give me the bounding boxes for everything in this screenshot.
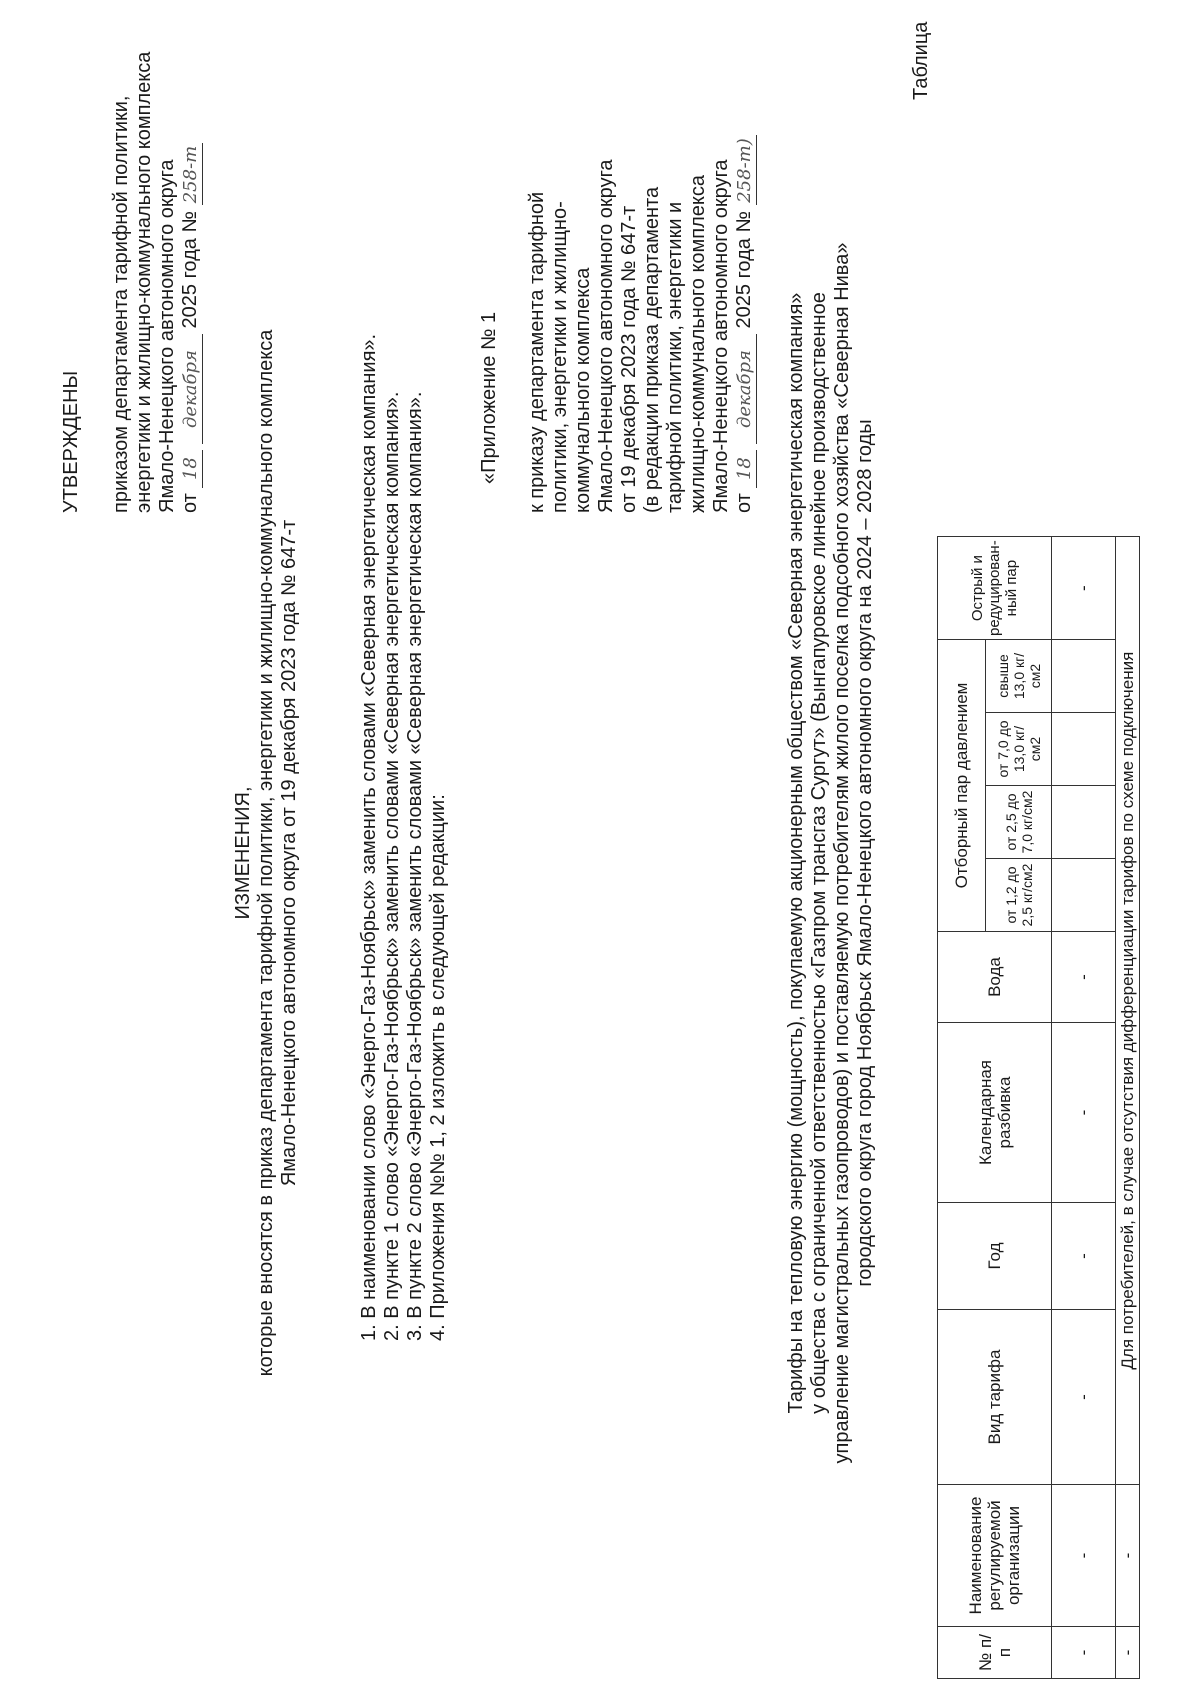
change-item: 4. Приложения №№ 1, 2 изложить в следующей редакции: <box>427 794 449 1341</box>
table-cell: - <box>1052 537 1116 640</box>
header-steam-3: от 7,0 до 13,0 кг/см2 <box>986 713 1052 786</box>
table-header-row <box>938 537 986 1679</box>
appendix-line: от 19 декабря 2023 года № 647-т <box>618 205 640 513</box>
table-note-cell: Для потребителей, в случае отсутствия дифференциации тарифов по схеме подключения <box>1116 537 1140 1485</box>
appendix-line: тарифной политики, энергетики и <box>664 201 686 513</box>
table-cell: - <box>1052 1203 1116 1310</box>
appendix-date-line <box>733 136 757 514</box>
header-steam-2: от 2,5 до 7,0 кг/см2 <box>986 786 1052 859</box>
changes-subtitle: Ямало-Ненецкого автономного округа от 19 декабря 2023 года № 647-т <box>278 519 300 1187</box>
table-label: Таблица <box>910 21 932 100</box>
table-cell: - <box>1052 932 1116 1023</box>
approval-date-line <box>179 144 203 514</box>
header-steam-4: свыше 13,0 кг/см2 <box>986 640 1052 713</box>
appendix-line: коммунального комплекса <box>572 267 594 513</box>
header-num: № п/п <box>938 1627 1052 1679</box>
tariff-header-line: управление магистральных газопроводов) и поставляемую потребителям жилого поселка подсобного хозяйства «Северная Нива» <box>831 242 853 1464</box>
table-cell <box>1052 859 1116 932</box>
appendix-title: «Приложение № 1 <box>478 311 500 484</box>
header-steam-1: от 1,2 до 2,5 кг/см2 <box>986 859 1052 932</box>
date-day: 18 <box>179 450 203 488</box>
table-cell: - <box>1052 1485 1116 1627</box>
appendix-line: политики, энергетики и жилищно- <box>549 201 571 513</box>
tariff-header-line: городского округа город Ноябрьск Ямало-Ненецкого автономного округа на 2024 – 2028 годы <box>854 419 876 1287</box>
date-month: декабря <box>179 334 203 444</box>
table-row <box>1116 537 1140 1679</box>
appendix-line: (в редакции приказа департамента <box>641 186 663 513</box>
header-tariff-type: Вид тарифа <box>938 1310 1052 1485</box>
header-sharp-steam: Острый и редуцирован- ный пар <box>938 537 1052 640</box>
table-cell <box>1052 786 1116 859</box>
approval-line: Ямало-Ненецкого автономного округа <box>156 159 178 513</box>
header-org: Наименование регулируемой организации <box>938 1485 1052 1627</box>
appendix-line: к приказу департамента тарифной <box>526 191 548 513</box>
date-prefix: от <box>179 493 201 513</box>
order-number: 258-т <box>179 144 203 206</box>
header-water: Вода <box>938 932 1052 1023</box>
table-cell: - <box>1116 1627 1140 1679</box>
table-cell: - <box>1052 1627 1116 1679</box>
date-year-text: 2025 года № <box>179 211 201 329</box>
approval-title: УТВЕРЖДЕНЫ <box>60 370 82 513</box>
appendix-line: Ямало-Ненецкого автономного округа <box>595 159 617 513</box>
date-month: декабря <box>733 334 757 444</box>
tariff-table <box>937 536 1140 1679</box>
table-cell <box>1052 640 1116 713</box>
date-prefix: от <box>733 493 755 513</box>
table-cell: - <box>1116 1485 1140 1627</box>
tariff-header-line: Тарифы на тепловую энергию (мощность), покупаемую акционерным обществом «Северная энергетическая компания» <box>785 292 807 1414</box>
appendix-line: Ямало-Ненецкого автономного округа <box>710 159 732 513</box>
date-day: 18 <box>733 450 757 488</box>
approval-line: энергетики и жилищно-коммунального комплекса <box>133 51 155 513</box>
change-item: 2. В пункте 1 слово «Энерго-Газ-Ноябрьск» заменить словами «Северная энергетическая компания». <box>381 391 403 1341</box>
change-item: 1. В наименовании слово «Энерго-Газ-Ноябрьск» заменить словами «Северная энергетическая компания». <box>358 333 380 1341</box>
table-row <box>1052 537 1116 1679</box>
tariff-header-line: у общества с ограниченной ответственностью «Газпром трансгаз Сургут» (Вынгапуровское линейное производственное <box>808 292 830 1414</box>
change-item: 3. В пункте 2 слово «Энерго-Газ-Ноябрьск» заменить словами «Северная энергетическая компания». <box>404 391 426 1341</box>
header-steam-group: Отборный пар давлением <box>938 640 986 932</box>
table-cell: - <box>1052 1023 1116 1203</box>
appendix-line: жилищно-коммунального комплекса <box>687 174 709 513</box>
date-year-text: 2025 года № <box>733 211 755 329</box>
changes-subtitle: которые вносятся в приказ департамента тарифной политики, энергетики и жилищно-коммунального комплекса <box>255 329 277 1377</box>
table-cell: - <box>1052 1310 1116 1485</box>
approval-line: приказом департамента тарифной политики, <box>110 95 132 513</box>
changes-title: ИЗМЕНЕНИЯ, <box>232 786 254 920</box>
table-cell <box>1052 713 1116 786</box>
header-calendar: Календарная разбивка <box>938 1023 1052 1203</box>
order-number: 258-т) <box>733 136 757 206</box>
header-year: Год <box>938 1203 1052 1310</box>
